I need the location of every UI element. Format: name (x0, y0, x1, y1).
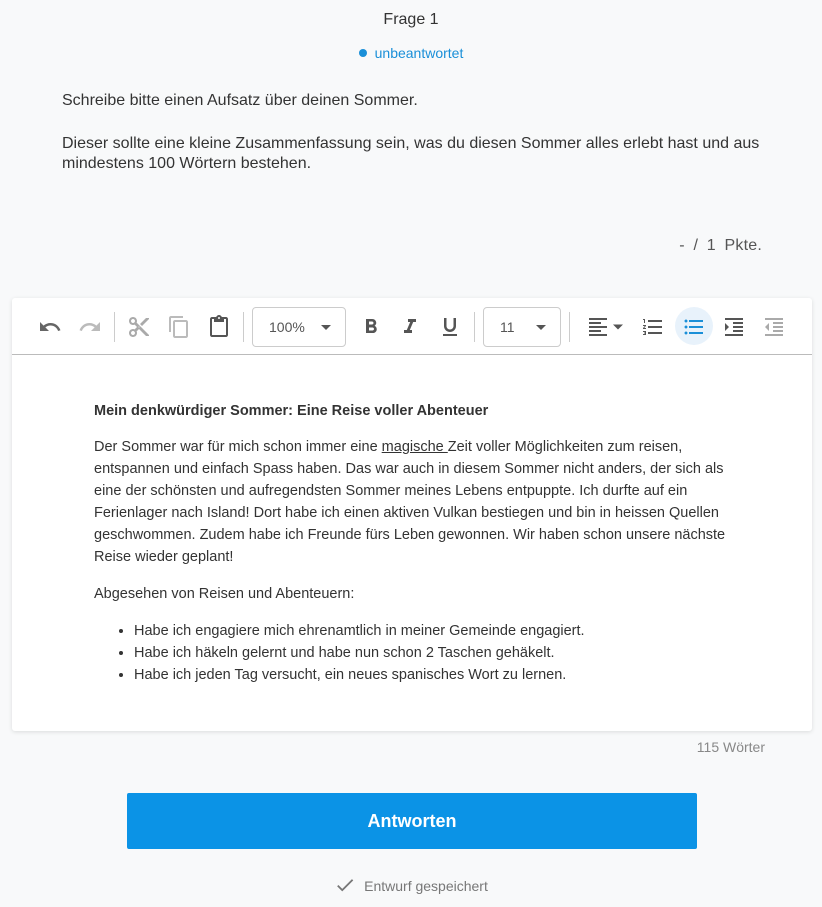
redo-button[interactable] (76, 298, 104, 355)
points-max: 1 (706, 237, 716, 254)
essay-paragraph-1 (94, 436, 734, 568)
font-size-value: 11 (500, 319, 515, 335)
underline-icon (438, 315, 462, 339)
status-label: unbeantwortet (374, 45, 464, 61)
word-count: 115 Wörter (696, 739, 765, 755)
question-status (0, 45, 822, 61)
font-size-select[interactable] (483, 307, 561, 347)
numbered-list-button[interactable] (639, 298, 667, 355)
toolbar-separator (114, 312, 115, 342)
essay-text: Zeit voller Möglichkeiten zum reisen, entspannen und einfach Spass haben. Das war auch in diesem Sommer nicht anders, der sich als eine der schönsten und aufregendsten Sommer meines Lebens entpuppte. Ich durfte auf ein Ferienlager nach Island! Dort habe ich einen aktiven Vulkan bestiegen und bin in heissen Quellen geschwommen. Zudem habe ich Freunde fürs Leben gewonnen. Wir haben schon unsere nächste Reise wieder geplant! (94, 439, 726, 565)
scissors-icon (127, 315, 151, 339)
chevron-down-icon (321, 325, 331, 330)
status-dot-icon (359, 49, 367, 57)
chevron-down-icon (612, 321, 624, 333)
indent-button[interactable] (720, 298, 748, 355)
prompt-line-1: Schreibe bitte einen Aufsatz über deinen Sommer. (62, 92, 418, 109)
undo-button[interactable] (36, 298, 64, 355)
editor-content[interactable] (94, 400, 734, 686)
indent-icon (722, 315, 746, 339)
checkmark-icon (334, 874, 356, 896)
copy-button[interactable] (165, 298, 193, 355)
toolbar-separator (569, 312, 570, 342)
redo-icon (78, 315, 102, 339)
list-item: • Habe ich jeden Tag versucht, ein neues spanisches Wort zu lernen. (134, 664, 734, 686)
underline-button[interactable] (436, 298, 464, 355)
copy-icon (167, 315, 191, 339)
toolbar-separator (474, 312, 475, 342)
bold-button[interactable] (357, 298, 385, 355)
paste-button[interactable] (205, 298, 233, 355)
zoom-value: 100% (269, 319, 305, 335)
italic-button[interactable] (396, 298, 424, 355)
editor-toolbar (12, 298, 812, 355)
draft-status-label: Entwurf gespeichert (364, 878, 488, 894)
zoom-select[interactable] (252, 307, 346, 347)
essay-heading: Mein denkwürdiger Sommer: Eine Reise voller Abenteuer (94, 403, 489, 419)
outdent-button[interactable] (760, 298, 788, 355)
rich-text-editor (12, 298, 812, 731)
points-score: - (679, 237, 685, 254)
align-dropdown-button[interactable] (582, 298, 628, 355)
submit-answer-button[interactable]: Antworten (127, 793, 697, 849)
points-unit: Pkte. (724, 237, 762, 254)
chevron-down-icon (536, 325, 546, 330)
bullet-list-button[interactable] (674, 298, 714, 355)
bold-icon (359, 315, 383, 339)
points-slash: / (693, 237, 699, 254)
list-item: • Habe ich engagiere mich ehrenamtlich in meiner Gemeinde engagiert. (134, 620, 734, 642)
outdent-icon (762, 315, 786, 339)
draft-status (0, 874, 822, 896)
cut-button[interactable] (125, 298, 153, 355)
essay-bullet-list (134, 620, 734, 686)
clipboard-icon (207, 315, 231, 339)
points-indicator (675, 237, 762, 255)
question-title: Frage 1 (383, 11, 439, 28)
essay-text: Der Sommer war für mich schon immer eine (94, 439, 382, 455)
undo-icon (38, 315, 62, 339)
list-item: • Habe ich häkeln gelernt und habe nun schon 2 Taschen gehäkelt. (134, 642, 734, 664)
align-left-icon (586, 315, 610, 339)
bullet-list-icon (682, 315, 706, 339)
italic-icon (398, 315, 422, 339)
toolbar-separator (243, 312, 244, 342)
essay-paragraph-2: Abgesehen von Reisen und Abenteuern: (94, 586, 355, 602)
prompt-line-2: Dieser sollte eine kleine Zusammenfassung sein, was du diesen Sommer alles erlebt hast und aus mindestens 100 Wörtern bestehen. (62, 135, 760, 172)
question-prompt (62, 91, 782, 174)
numbered-list-icon (641, 315, 665, 339)
essay-underlined-text: magische (381, 439, 448, 455)
